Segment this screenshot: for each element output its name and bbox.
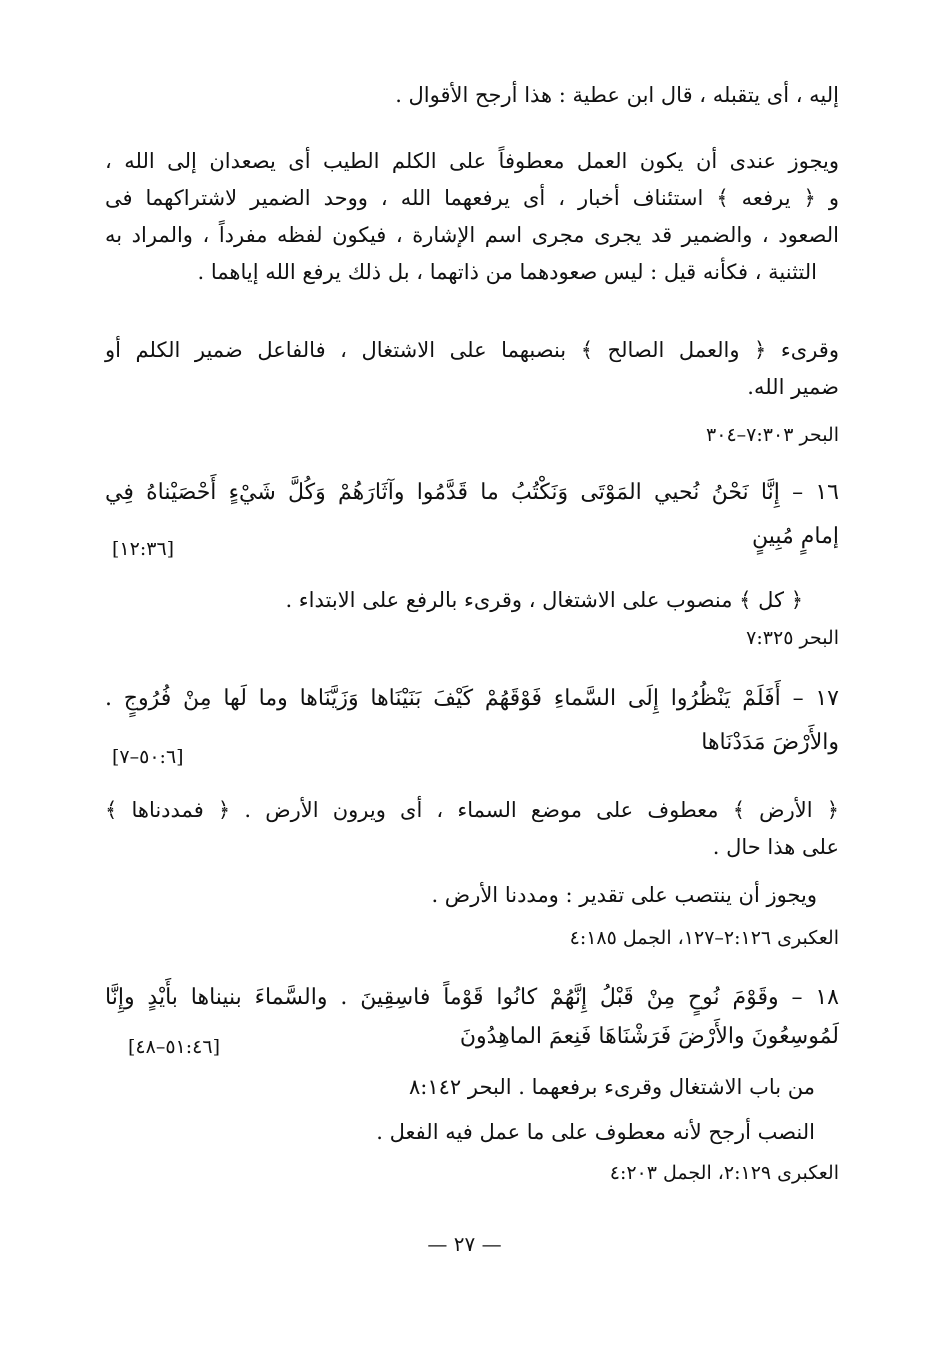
verse-line: إمامٍ مُبِينٍ xyxy=(751,524,839,549)
text-line: ﴿ كل ﴾ منصوب على الاشتغال ، وقرىء بالرفع على الابتداء . xyxy=(285,588,803,612)
source-reference: العكبرى ٢:١٢٩، الجمل ٤:٢٠٣ xyxy=(609,1162,839,1184)
verse-citation: [١٢:٣٦] xyxy=(112,538,175,560)
verse-line: ١٨ – وقَوْمَ نُوحٍ مِنْ قَبْلُ إِنَّهُمْ كانُوا قَوْماً فاسِقِينَ . والسَّماءَ بنيناها بأَيْدٍ وإِنَّا xyxy=(105,985,839,1010)
text-line: النصب أرجح لأنه معطوف على ما عمل فيه الفعل . xyxy=(376,1120,815,1144)
verse-citation: [٥١:٤٦–٤٨] xyxy=(128,1036,220,1058)
source-reference: العكبرى ٢:١٢٦–١٢٧، الجمل ٤:١٨٥ xyxy=(569,927,839,949)
verse-citation: [٥٠:٦–٧] xyxy=(112,746,184,768)
text-line: إليه ، أى يتقبله ، قال ابن عطية : هذا أرجح الأقوال . xyxy=(395,83,839,107)
text-line: ويجوز أن ينتصب على تقدير : ومددنا الأرض . xyxy=(431,883,817,907)
page-number: — ٢٧ — xyxy=(427,1232,502,1256)
text-line: التثنية ، فكأنه قيل : ليس صعودهما من ذاتهما ، بل ذلك يرفع الله إياهما . xyxy=(197,260,817,284)
text-line: ضمير الله. xyxy=(747,375,839,399)
text-line: ويجوز عندى أن يكون العمل معطوفاً على الكلم الطيب أى يصعدان إلى الله ، xyxy=(105,149,839,173)
text-line: الصعود ، والضمير قد يجرى مجرى اسم الإشارة ، فيكون لفظه مفرداً ، والمراد به xyxy=(105,223,839,247)
text-line: وقرىء ﴿ والعمل الصالح ﴾ بنصبهما على الاشتغال ، فالفاعل ضمير الكلم أو xyxy=(105,338,839,362)
verse-line: ١٧ – أَفَلَمْ يَنْظُرُوا إِلَى السَّماءِ فَوْقَهُمْ كَيْفَ بَنَيْنَاها وَزَيَّنَاها وما لَها مِنْ فُرُوجٍ . xyxy=(105,686,839,711)
text-line: من باب الاشتغال وقرىء برفعهما . البحر ٨:١٤٢ xyxy=(409,1075,815,1099)
text-line: و ﴿ يرفعه ﴾ استئناف أخبار ، أى يرفعهما الله ، ووحد الضمير لاشتراكهما فى xyxy=(105,186,839,210)
text-line: ﴿ الأرض ﴾ معطوف على موضع السماء ، أى ويرون الأرض . ﴿ فمددناها ﴾ xyxy=(105,798,839,822)
verse-line: لَمُوسِعُونَ والأَرْضَ فَرَشْنَاهَا فَنِعمَ الماهِدُونَ xyxy=(459,1024,839,1049)
text-line: على هذا حال . xyxy=(712,835,839,859)
verse-line: والأَرْضَ مَدَدْنَاها xyxy=(701,730,839,755)
source-reference: البحر ٧:٣٢٥ xyxy=(746,627,839,649)
source-reference: البحر ٧:٣٠٣–٣٠٤ xyxy=(706,424,839,446)
verse-line: ١٦ – إِنَّا نَحْنُ نُحيي المَوْتَى وَنَكْتُبُ ما قَدَّمُوا وآثَارَهُمْ وَكُلَّ شَيْءٍ أَحْصَيْناهُ فِي xyxy=(105,480,839,505)
